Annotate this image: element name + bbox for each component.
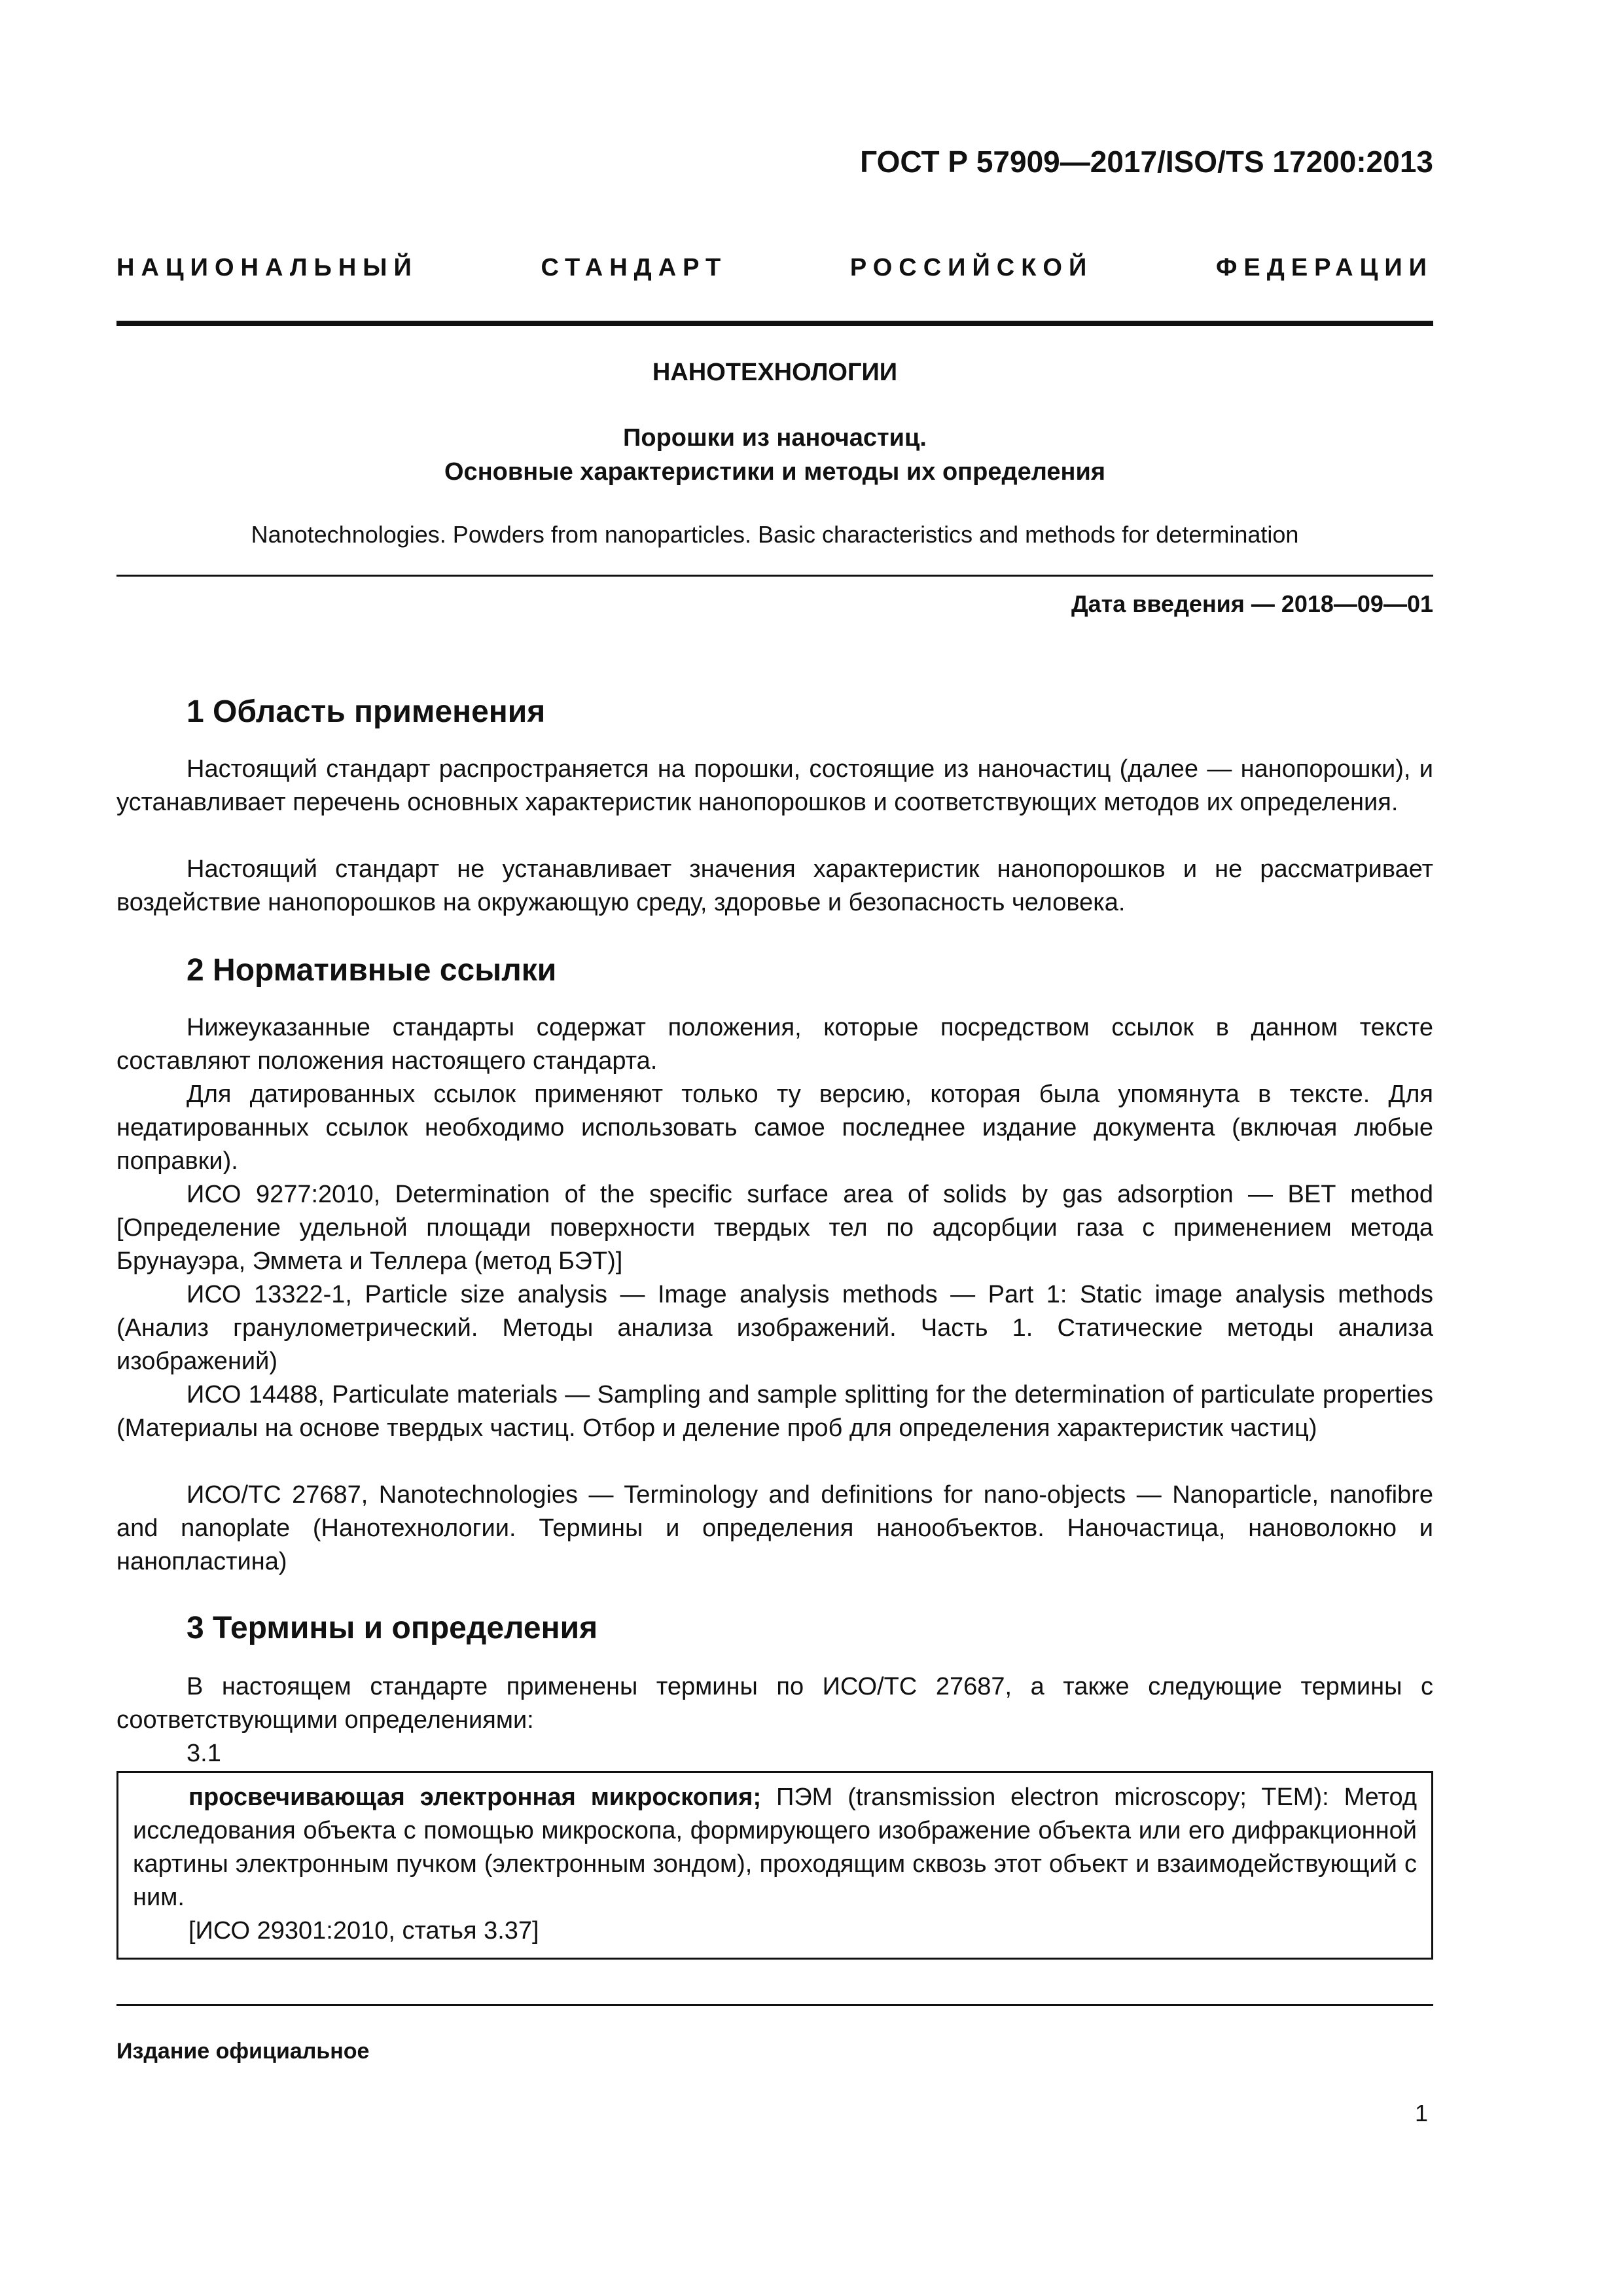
section-3-heading: 3 Термины и определения: [187, 1611, 598, 1645]
reference-iso-9277: ИСО 9277:2010, Determination of the specific surface area of solids by gas adsorption — BET method [Определение удельной площади поверхности твердых тел по адсорбции газа с применением метода Брунауэра, Эммета и Теллера (метод БЭТ)]: [116, 1181, 1433, 1275]
section-2-paragraph: Нижеуказанные стандарты содержат положения, которые посредством ссылок в данном тексте составляют положения настоящего стандарта.: [116, 1014, 1433, 1075]
section-1-paragraph: Настоящий стандарт распространяется на порошки, состоящие из наночастиц (далее — нанопорошки), и устанавливает перечень основных характеристик нанопорошков и соответствующих методов их определения.: [116, 755, 1433, 816]
term-definition-box: [116, 1771, 1433, 1960]
header-divider: [116, 321, 1433, 326]
clause-number: 3.1: [187, 1740, 221, 1767]
section-2-heading: 2 Нормативные ссылки: [187, 953, 557, 988]
title-divider: [116, 575, 1433, 577]
section-3-intro: В настоящем стандарте применены термины по ИСО/ТС 27687, а также следующие термины с соответствующими определениями:: [116, 1673, 1433, 1734]
term-definition: [133, 1781, 1417, 1914]
term-name: просвечивающая электронная микроскопия;: [188, 1784, 762, 1811]
page-number: 1: [1414, 2100, 1428, 2126]
official-edition-label: Издание официальное: [116, 2039, 370, 2064]
standard-title-line1: Порошки из наночастиц.: [623, 424, 927, 452]
introduction-date: Дата введения — 2018—09—01: [1071, 590, 1433, 617]
standard-title-line2: Основные характеристики и методы их определения: [444, 458, 1105, 486]
reference-iso-ts-27687: ИСО/ТС 27687, Nanotechnologies — Terminology and definitions for nano-objects — Nanoparticle, nanofibre and nanoplate (Нанотехнологии. Термины и определения нанообъектов. Наночастица, нановолокно и нанопластина): [116, 1481, 1433, 1575]
standard-title-english: Nanotechnologies. Powders from nanoparticles. Basic characteristics and methods for determination: [251, 521, 1299, 548]
term-source: [ИСО 29301:2010, статья 3.37]: [188, 1917, 539, 1945]
footer-divider: [116, 2004, 1433, 2006]
national-standard-banner: НАЦИОНАЛЬНЫЙ СТАНДАРТ РОССИЙСКОЙ ФЕДЕРАЦИИ: [116, 254, 1433, 281]
section-2-paragraph: Для датированных ссылок применяют только ту версию, которая была упомянута в тексте. Для недатированных ссылок необходимо использовать самое последнее издание документа (включая любые поправки).: [116, 1081, 1433, 1175]
reference-iso-14488: ИСО 14488, Particulate materials — Sampling and sample splitting for the determination of particulate properties (Материалы на основе твердых частиц. Отбор и деление проб для определения характеристик частиц): [116, 1381, 1433, 1442]
section-1-paragraph: Настоящий стандарт не устанавливает значения характеристик нанопорошков и не рассматривает воздействие нанопорошков на окружающую среду, здоровье и безопасность человека.: [116, 855, 1433, 916]
reference-iso-13322-1: ИСО 13322-1, Particle size analysis — Image analysis methods — Part 1: Static image analysis methods (Анализ гранулометрический. Методы анализа изображений. Часть 1. Статические методы анализа изображений): [116, 1281, 1433, 1375]
document-code: ГОСТ Р 57909—2017/ISO/TS 17200:2013: [860, 145, 1433, 179]
standard-topic: НАНОТЕХНОЛОГИИ: [652, 359, 898, 386]
section-1-heading: 1 Область применения: [187, 694, 546, 729]
term-description: ПЭМ (transmission electron microscopy; TEM): Метод исследования объекта с помощью микроскопа, формирующего изображение объекта или его дифракционной картины электронным пучком (электронным зондом), проходящим сквозь этот объект и взаимодействующий с ним.: [133, 1784, 1417, 1911]
